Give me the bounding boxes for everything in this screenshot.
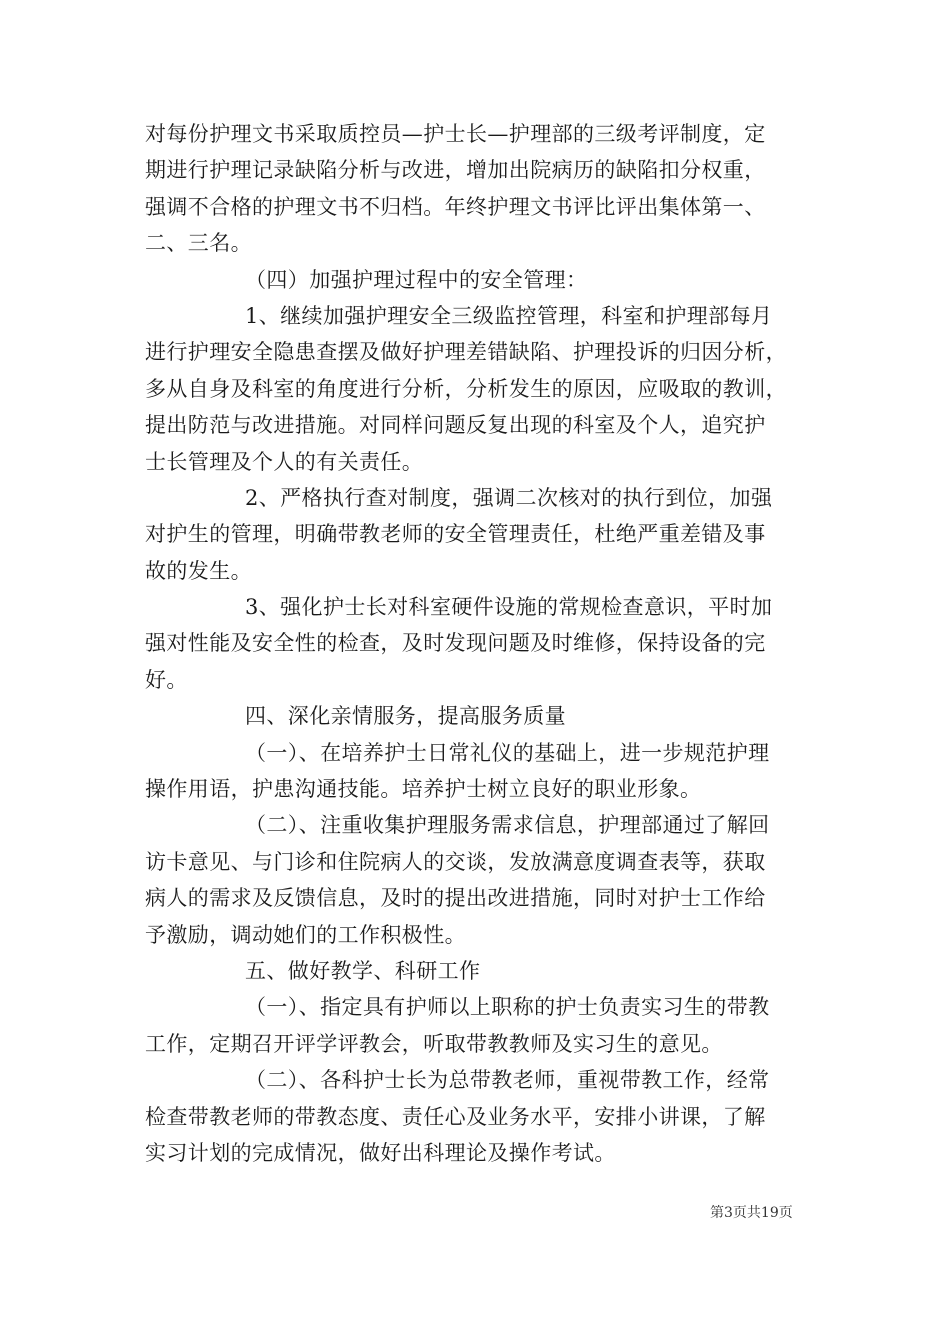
text-line: 对护生的管理，明确带教老师的安全管理责任，杜绝严重差错及事 (145, 522, 766, 547)
text-line: 强对性能及安全性的检查，及时发现问题及时维修，保持设备的完 (145, 631, 766, 656)
text-line: 实习计划的完成情况，做好出科理论及操作考试。 (145, 1140, 616, 1165)
text-line: 进行护理安全隐患查摆及做好护理差错缺陷、护理投诉的归因分析， (145, 340, 787, 365)
text-line: 故的发生。 (145, 558, 252, 583)
section-heading: （四）加强护理过程中的安全管理： (245, 267, 588, 292)
text-line: （二）、注重收集护理服务需求信息，护理部通过了解回 (245, 813, 770, 838)
text-line: 好。 (145, 667, 188, 692)
text-line: 3、强化护士长对科室硬件设施的常规检查意识，平时加 (245, 595, 773, 620)
text-line: 士长管理及个人的有关责任。 (145, 449, 424, 474)
text-line: 访卡意见、与门诊和住院病人的交谈，发放满意度调查表等，获取 (145, 849, 766, 874)
text-line: 二、三名。 (145, 231, 252, 256)
text-line: 2、严格执行查对制度，强调二次核对的执行到位，加强 (245, 485, 773, 510)
document-body (145, 116, 810, 1171)
section-heading: 五、做好教学、科研工作 (245, 958, 481, 983)
text-line: 检查带教老师的带教态度、责任心及业务水平，安排小讲课，了解 (145, 1104, 766, 1129)
text-line: 操作用语，护患沟通技能。培养护士树立良好的职业形象。 (145, 777, 702, 802)
text-line: 工作，定期召开评学评教会，听取带教教师及实习生的意见。 (145, 1031, 723, 1056)
text-line: （二）、各科护士长为总带教老师，重视带教工作，经常 (245, 1068, 770, 1093)
text-line: 期进行护理记录缺陷分析与改进，增加出院病历的缺陷扣分权重， (145, 158, 766, 183)
text-line: 多从自身及科室的角度进行分析，分析发生的原因，应吸取的教训， (145, 376, 787, 401)
text-line: （一）、指定具有护师以上职称的护士负责实习生的带教 (245, 995, 770, 1020)
text-line: 1、继续加强护理安全三级监控管理，科室和护理部每月 (245, 303, 773, 328)
text-line: （一）、在培养护士日常礼仪的基础上，进一步规范护理 (245, 740, 770, 765)
text-line: 提出防范与改进措施。对同样问题反复出现的科室及个人，追究护 (145, 413, 766, 438)
section-heading: 四、深化亲情服务，提高服务质量 (245, 704, 566, 729)
text-line: 强调不合格的护理文书不归档。年终护理文书评比评出集体第一、 (145, 194, 766, 219)
text-line: 予激励，调动她们的工作积极性。 (145, 922, 466, 947)
text-line: 病人的需求及反馈信息，及时的提出改进措施，同时对护士工作给 (145, 886, 766, 911)
page-number-footer: 第3页共19页 (710, 1205, 793, 1221)
text-line: 对每份护理文书采取质控员—护士长—护理部的三级考评制度，定 (145, 122, 766, 146)
